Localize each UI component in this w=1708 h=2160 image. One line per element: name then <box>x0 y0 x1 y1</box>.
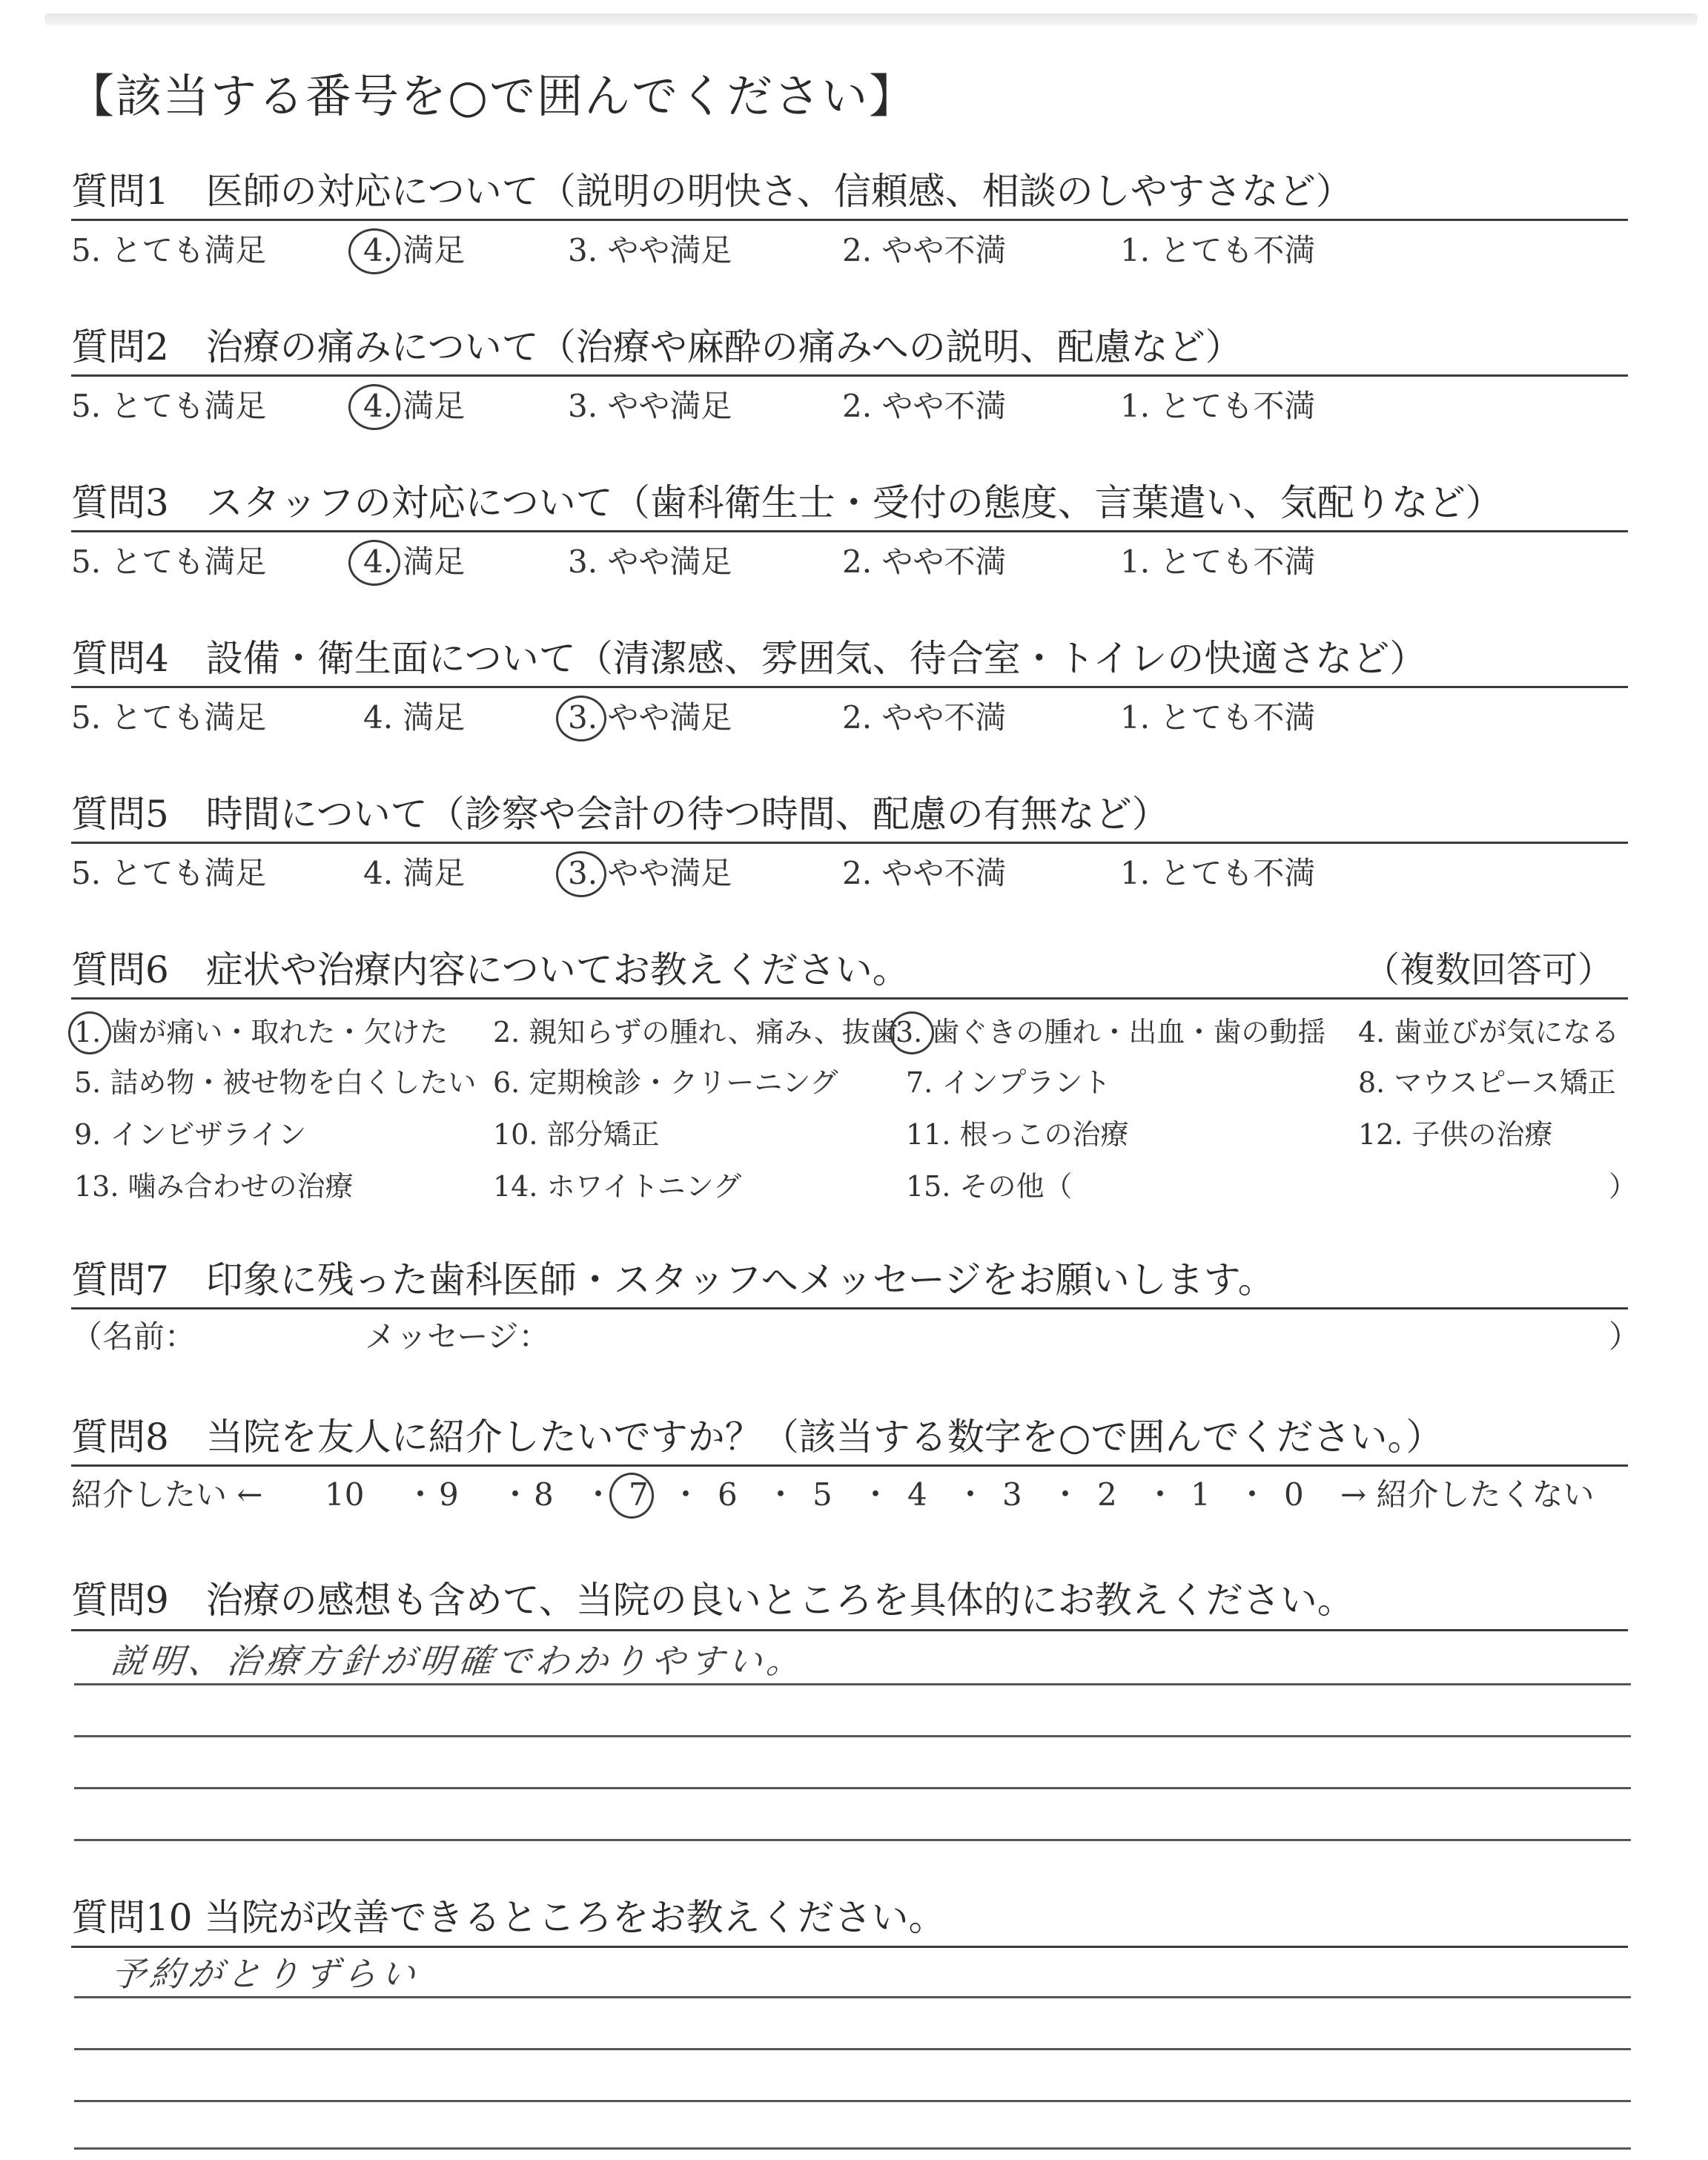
q6-option-7[interactable]: 7. インプラント <box>906 1066 1111 1099</box>
q8-left-label: 紹介したい ← <box>71 1476 263 1513</box>
q6-option-14[interactable]: 14. ホワイトニング <box>493 1170 742 1203</box>
question-5-options <box>71 851 1628 896</box>
scan-edge <box>44 13 1698 25</box>
q6-answer-circle-3 <box>890 1011 934 1054</box>
q3-option-1[interactable]: 1. とても不満 <box>1120 544 1316 580</box>
q6-option-2[interactable]: 2. 親知らずの腫れ、痛み、抜歯 <box>493 1016 898 1048</box>
question-5-rule <box>71 842 1628 844</box>
q5-option-3[interactable]: 3. やや満足 <box>568 855 732 891</box>
q1-option-5[interactable]: 5. とても満足 <box>71 232 267 268</box>
q8-score-8[interactable]: 8 <box>534 1476 554 1513</box>
answer-line <box>74 1787 1631 1789</box>
q8-score-2[interactable]: 2 <box>1097 1476 1117 1513</box>
q3-option-4[interactable]: 4. 満足 <box>363 544 466 580</box>
q6-option-13[interactable]: 13. 噛み合わせの治療 <box>74 1170 354 1203</box>
question-9-label: 質問9 治療の感想も含めて、当院の良いところを具体的にお教えください。 <box>71 1579 1354 1622</box>
q5-option-1[interactable]: 1. とても不満 <box>1120 855 1316 891</box>
q7-close-paren: ） <box>1609 1318 1641 1355</box>
q6-option-15[interactable]: 15. その他（ <box>906 1170 1073 1203</box>
question-2-options <box>71 384 1628 429</box>
q4-option-3[interactable]: 3. やや満足 <box>568 699 732 736</box>
q5-option-2[interactable]: 2. やや不満 <box>842 855 1007 891</box>
q8-dot: ・ <box>955 1476 987 1513</box>
q3-option-3[interactable]: 3. やや満足 <box>568 544 732 580</box>
q9-handwritten-answer: 説明、治療方針が明確でわかりやすい。 <box>109 1641 807 1681</box>
q8-scale <box>71 1473 1628 1517</box>
question-5-label: 質問5 時間について（診察や会計の待つ時間、配慮の有無など） <box>71 793 1169 836</box>
question-4-label: 質問4 設備・衛生面について（清潔感、雰囲気、待合室・トイレの快適さなど） <box>71 637 1427 680</box>
question-1-options <box>71 228 1628 273</box>
q8-dot: ・ <box>1050 1476 1082 1513</box>
q8-score-6[interactable]: 6 <box>718 1476 738 1513</box>
q4-option-2[interactable]: 2. やや不満 <box>842 699 1007 736</box>
q2-option-2[interactable]: 2. やや不満 <box>842 388 1007 424</box>
q6-option-8[interactable]: 8. マウスピース矯正 <box>1358 1066 1616 1099</box>
q8-score-4[interactable]: 4 <box>907 1476 927 1513</box>
q1-option-2[interactable]: 2. やや不満 <box>842 232 1007 268</box>
q3-option-5[interactable]: 5. とても満足 <box>71 544 267 580</box>
question-8-label: 質問8 当院を友人に紹介したいですか？（該当する数字を○で囲んでください。） <box>71 1416 1443 1459</box>
q3-option-2[interactable]: 2. やや不満 <box>842 544 1007 580</box>
q3-answer-circle <box>348 540 400 586</box>
q8-dot: ・ <box>1237 1476 1268 1513</box>
answer-line <box>74 2100 1631 2102</box>
question-3-rule <box>71 530 1628 532</box>
question-10-label: 質問10 当院が改善できるところをお教えください。 <box>71 1896 946 1939</box>
q8-score-0[interactable]: 0 <box>1284 1476 1304 1513</box>
q8-dot: ・ <box>765 1476 797 1513</box>
question-3-options <box>71 540 1628 584</box>
question-7-label: 質問7 印象に残った歯科医師・スタッフへメッセージをお願いします。 <box>71 1258 1275 1301</box>
q1-option-3[interactable]: 3. やや満足 <box>568 232 732 268</box>
q6-option-9[interactable]: 9. インビザライン <box>74 1118 307 1151</box>
q6-option-3[interactable]: 3. 歯ぐきの腫れ・出血・歯の動揺 <box>896 1016 1326 1048</box>
q8-right-label: → 紹介したくない <box>1340 1476 1595 1513</box>
question-1-rule <box>71 219 1628 221</box>
q4-option-5[interactable]: 5. とても満足 <box>71 699 267 736</box>
q8-dot: ・ <box>860 1476 892 1513</box>
q6-option-4[interactable]: 4. 歯並びが気になる <box>1358 1016 1620 1048</box>
q8-score-3[interactable]: 3 <box>1002 1476 1022 1513</box>
question-2-rule <box>71 374 1628 377</box>
question-10-rule <box>71 1946 1628 1948</box>
answer-line <box>74 1839 1631 1841</box>
q8-dot: ・ <box>405 1476 437 1513</box>
answer-line <box>74 1996 1631 1998</box>
answer-line <box>74 1683 1631 1685</box>
q8-score-10[interactable]: 10 <box>325 1476 365 1513</box>
q6-other-close: ） <box>1609 1170 1638 1203</box>
q2-option-4[interactable]: 4. 満足 <box>363 388 466 424</box>
q1-answer-circle <box>348 228 400 274</box>
q4-option-4[interactable]: 4. 満足 <box>363 699 466 736</box>
q5-option-5[interactable]: 5. とても満足 <box>71 855 267 891</box>
answer-line <box>74 2147 1631 2150</box>
q2-option-3[interactable]: 3. やや満足 <box>568 388 732 424</box>
q6-option-10[interactable]: 10. 部分矯正 <box>493 1118 660 1151</box>
q8-dot: ・ <box>500 1476 532 1513</box>
q1-option-4[interactable]: 4. 満足 <box>363 232 466 268</box>
answer-line <box>74 2048 1631 2050</box>
q8-score-5[interactable]: 5 <box>812 1476 833 1513</box>
q8-score-9[interactable]: 9 <box>439 1476 459 1513</box>
q8-dot: ・ <box>583 1476 615 1513</box>
q6-option-5[interactable]: 5. 詰め物・被せ物を白くしたい <box>74 1066 477 1099</box>
question-4-options <box>71 696 1628 740</box>
q8-dot: ・ <box>1145 1476 1176 1513</box>
question-4-rule <box>71 686 1628 688</box>
q1-option-1[interactable]: 1. とても不満 <box>1120 232 1316 268</box>
q8-score-7[interactable]: 7 <box>629 1476 649 1513</box>
question-6-label: 質問6 症状や治療内容についてお教えください。 <box>71 948 910 991</box>
q6-option-1[interactable]: 1. 歯が痛い・取れた・欠けた <box>74 1016 448 1048</box>
q5-option-4[interactable]: 4. 満足 <box>363 855 466 891</box>
question-7-rule <box>71 1307 1628 1309</box>
multiple-answers-note: （複数回答可） <box>1364 949 1614 991</box>
q6-option-6[interactable]: 6. 定期検診・クリーニング <box>493 1066 838 1099</box>
q2-option-1[interactable]: 1. とても不満 <box>1120 388 1316 424</box>
q8-score-1[interactable]: 1 <box>1191 1476 1211 1513</box>
q10-handwritten-answer: 予約がとりずらい <box>109 1954 422 1994</box>
q4-answer-circle <box>556 696 606 742</box>
q7-message-label: メッセージ： <box>365 1318 550 1355</box>
q2-option-5[interactable]: 5. とても満足 <box>71 388 267 424</box>
q6-option-12[interactable]: 12. 子供の治療 <box>1358 1118 1553 1151</box>
page-title: 【該当する番号を○で囲んでください】 <box>68 69 917 123</box>
q7-name-label: （名前： <box>71 1318 196 1355</box>
question-3-label: 質問3 スタッフの対応について（歯科衛生士・受付の態度、言葉遣い、気配りなど） <box>71 481 1503 524</box>
question-2-label: 質問2 治療の痛みについて（治療や麻酔の痛みへの説明、配慮など） <box>71 326 1242 369</box>
q5-answer-circle <box>556 851 606 897</box>
answer-line <box>74 1735 1631 1737</box>
q8-dot: ・ <box>670 1476 702 1513</box>
question-8-rule <box>71 1464 1628 1467</box>
q6-option-11[interactable]: 11. 根っこの治療 <box>906 1118 1129 1151</box>
q8-answer-circle <box>609 1473 654 1519</box>
question-6-rule <box>71 997 1628 1000</box>
q4-option-1[interactable]: 1. とても不満 <box>1120 699 1316 736</box>
q2-answer-circle <box>348 384 400 430</box>
question-9-rule <box>71 1629 1628 1631</box>
question-1-label: 質問1 医師の対応について（説明の明快さ、信頼感、相談のしやすさなど） <box>71 170 1353 213</box>
q6-answer-circle-1 <box>68 1011 111 1054</box>
